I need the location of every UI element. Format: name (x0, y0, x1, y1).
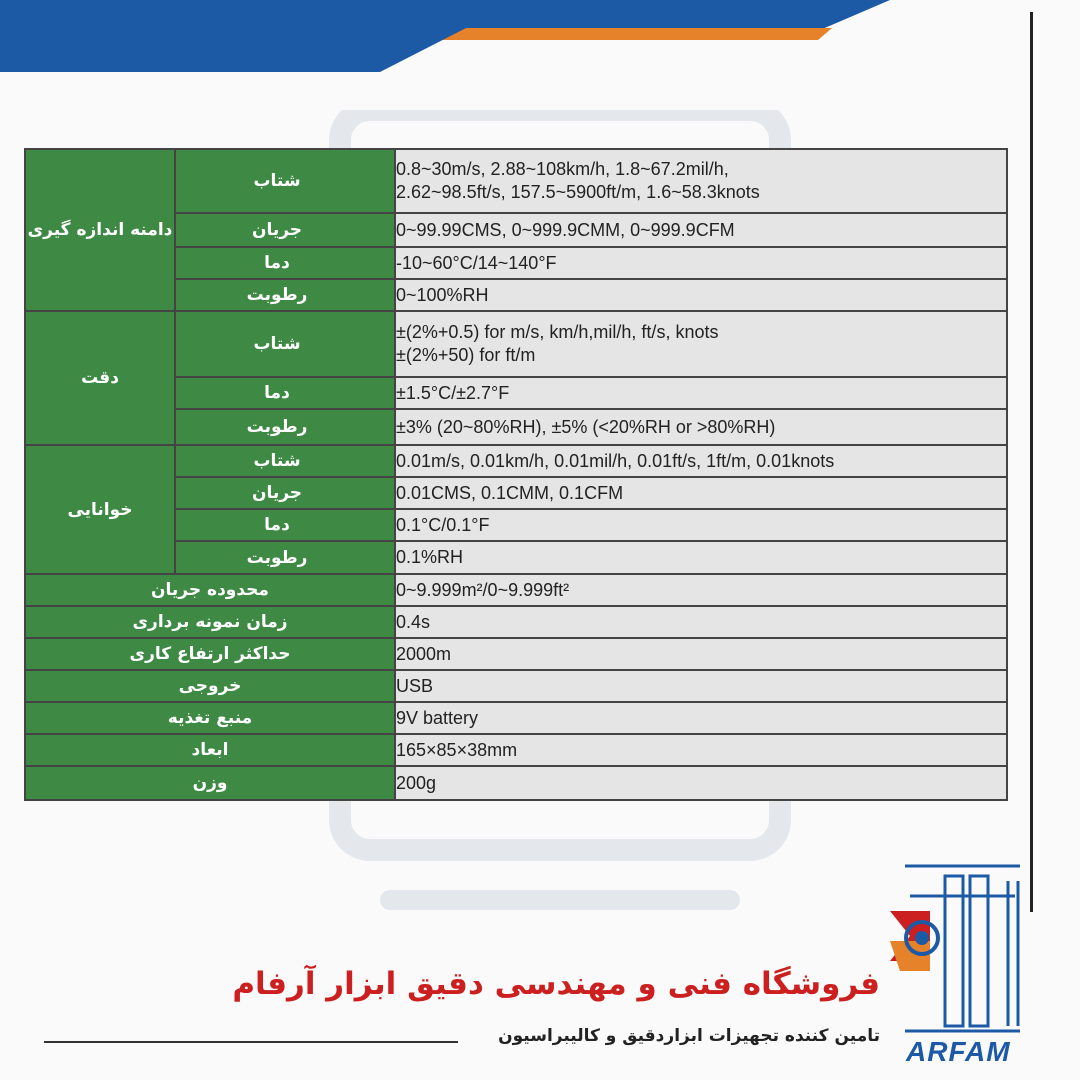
group-range: دامنه اندازه گیری (25, 149, 175, 311)
row-label: ابعاد (25, 734, 395, 766)
row-value: ±1.5°C/±2.7°F (395, 377, 1007, 409)
row-label: جریان (175, 477, 395, 509)
table-row (25, 311, 1007, 377)
row-value: ±3% (20~80%RH), ±5% (<20%RH or >80%RH) (395, 409, 1007, 445)
row-value: 0~9.999m²/0~9.999ft² (395, 574, 1007, 606)
table-row (25, 574, 1007, 606)
logo-wordmark: ARFAM (906, 1036, 1011, 1067)
row-label: رطوبت (175, 279, 395, 311)
row-label: دما (175, 247, 395, 279)
row-value: 0.1°C/0.1°F (395, 509, 1007, 541)
row-label: محدوده جریان (25, 574, 395, 606)
row-label: شتاب (175, 149, 395, 213)
row-label: رطوبت (175, 541, 395, 574)
row-value: 2.62~98.5ft/s, 157.5~5900ft/m, 1.6~58.3knots (396, 182, 760, 202)
row-value: 0.8~30m/s, 2.88~108km/h, 1.8~67.2mil/h, (396, 159, 729, 179)
table-row (25, 638, 1007, 670)
divider-line (44, 1041, 458, 1043)
row-label: دما (175, 377, 395, 409)
row-value: 0~100%RH (395, 279, 1007, 311)
row-label: منبع تغذیه (25, 702, 395, 734)
row-value: USB (395, 670, 1007, 702)
row-label: دما (175, 509, 395, 541)
row-label: حداکثر ارتفاع کاری (25, 638, 395, 670)
table-row (25, 606, 1007, 638)
row-value: 9V battery (395, 702, 1007, 734)
store-title: فروشگاه فنی و مهندسی دقیق ابزار آرفام (232, 966, 880, 1002)
row-label: شتاب (175, 311, 395, 377)
row-label: شتاب (175, 445, 395, 477)
row-value: 165×85×38mm (395, 734, 1007, 766)
row-label: جریان (175, 213, 395, 247)
store-subtitle: تامین کننده تجهیزات ابزاردقیق و کالیبراسیون (498, 1026, 880, 1046)
table-row (25, 149, 1007, 213)
table-row (25, 766, 1007, 800)
row-value: 2000m (395, 638, 1007, 670)
row-label: زمان نمونه برداری (25, 606, 395, 638)
table-row (25, 670, 1007, 702)
header-banner (0, 0, 1080, 80)
row-label: خروجی (25, 670, 395, 702)
group-accuracy: دقت (25, 311, 175, 445)
table-row (25, 445, 1007, 477)
table-row (25, 734, 1007, 766)
group-resolution: خوانایی (25, 445, 175, 574)
row-value: 0.01CMS, 0.1CMM, 0.1CFM (395, 477, 1007, 509)
row-label: وزن (25, 766, 395, 800)
row-value: ±(2%+0.5) for m/s, km/h,mil/h, ft/s, knots (396, 322, 719, 342)
row-value: 0.1%RH (395, 541, 1007, 574)
table-row (25, 702, 1007, 734)
row-value: -10~60°C/14~140°F (395, 247, 1007, 279)
row-value: ±(2%+50) for ft/m (396, 345, 536, 365)
row-label: رطوبت (175, 409, 395, 445)
vertical-divider (1030, 12, 1033, 912)
row-value: 0~99.99CMS, 0~999.9CMM, 0~999.9CFM (395, 213, 1007, 247)
row-value: 200g (395, 766, 1007, 800)
row-value: 0.4s (395, 606, 1007, 638)
row-value: 0.01m/s, 0.01km/h, 0.01mil/h, 0.01ft/s, 1ft/m, 0.01knots (395, 445, 1007, 477)
spec-table (24, 148, 1008, 801)
